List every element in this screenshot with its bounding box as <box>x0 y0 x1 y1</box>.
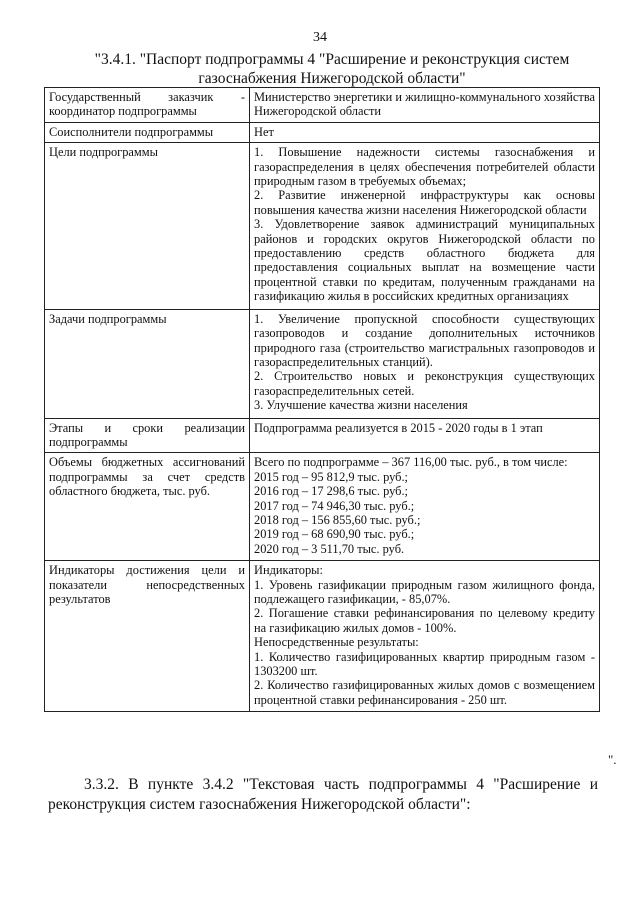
row-label: Этапы и сроки реализации подпрограммы <box>45 418 250 453</box>
passport-table <box>44 87 600 712</box>
passport-heading: "3.4.1. "Паспорт подпрограммы 4 "Расширение и реконструкция систем газоснабжения Нижегородской области" <box>94 51 570 87</box>
row-label: Государственный заказчик - координатор подпрограммы <box>45 88 250 123</box>
value-line: 2. Развитие инженерной инфраструктуры как основы повышения качества жизни населения Нижегородской области <box>254 188 595 217</box>
row-label: Задачи подпрограммы <box>45 309 250 418</box>
table-row <box>45 88 600 123</box>
value-line: Подпрограмма реализуется в 2015 - 2020 годы в 1 этап <box>254 420 543 435</box>
value-line: 2020 год – 3 511,70 тыс. руб. <box>254 541 405 556</box>
row-value <box>250 143 600 309</box>
row-value <box>250 309 600 418</box>
table-row <box>45 122 600 142</box>
value-line: 2015 год – 95 812,9 тыс. руб.; <box>254 469 408 484</box>
paragraph: 3.3.2. В пункте 3.4.2 "Текстовая часть подпрограммы 4 "Расширение и реконструкция систем газоснабжения Нижегородской области": <box>48 776 598 813</box>
value-line: 1. Увеличение пропускной способности существующих газопроводов и создание дополнительных источников природного газа (строительство магистральных газопроводов и газораспределительных станций). <box>254 311 595 369</box>
table-row <box>45 143 600 309</box>
row-value <box>250 561 600 712</box>
closing-quote: ". <box>608 752 617 767</box>
value-line: Непосредственные результаты: <box>254 635 419 650</box>
row-label: Объемы бюджетных ассигнований подпрограммы за счет средств областного бюджета, тыс. руб. <box>45 453 250 561</box>
table-row <box>45 453 600 561</box>
value-line: Министерство энергетики и жилищно-коммунального хозяйства Нижегородской области <box>254 90 596 119</box>
row-value <box>250 88 600 123</box>
value-line: 3. Удовлетворение заявок администраций муниципальных районов и городских округов Нижегородской области по предоставлению средств областного бюджета для предоставления социальных выплат на возмещение части процентной ставки по кредитам, полученным гражданами на газификацию жилья в российских кредитных организациях <box>254 217 595 304</box>
row-label: Цели подпрограммы <box>45 143 250 309</box>
value-line: Всего по подпрограмме – 367 116,00 тыс. руб., в том числе: <box>254 455 568 470</box>
value-line: 2. Количество газифицированных жилых домов с возмещением процентной ставки рефинансирования - 250 шт. <box>254 678 595 707</box>
table-row <box>45 561 600 712</box>
value-line: 1. Уровень газификации природным газом жилищного фонда, подлежащего газификации, - 85,07%. <box>254 577 595 606</box>
row-value <box>250 453 600 561</box>
value-line: 3. Улучшение качества жизни населения <box>254 398 468 413</box>
row-label: Индикаторы достижения цели и показатели непосредственных результатов <box>45 561 250 712</box>
value-line: Нет <box>254 124 274 139</box>
page-number: 34 <box>313 30 327 45</box>
value-line: 2. Погашение ставки рефинансирования по целевому кредиту на газификацию жилых домов - 100%. <box>254 606 595 635</box>
row-value <box>250 122 600 142</box>
table-row <box>45 418 600 453</box>
value-line: 1. Повышение надежности системы газоснабжения и газораспределения в целях обеспечения потребителей области природным газом в требуемых объемах; <box>254 145 595 189</box>
value-line: 1. Количество газифицированных квартир природным газом - 1303200 шт. <box>254 649 595 679</box>
value-line: 2017 год – 74 946,30 тыс. руб.; <box>254 498 415 513</box>
value-line: 2016 год – 17 298,6 тыс. руб.; <box>254 484 408 499</box>
value-line: Индикаторы: <box>254 563 323 578</box>
value-line: 2018 год – 156 855,60 тыс. руб.; <box>254 512 421 527</box>
value-line: 2. Строительство новых и реконструкция существующих газораспределительных сетей. <box>254 369 595 398</box>
table-row <box>45 309 600 418</box>
row-value <box>250 418 600 453</box>
row-label: Соисполнители подпрограммы <box>45 122 250 142</box>
value-line: 2019 год – 68 690,90 тыс. руб.; <box>254 527 415 542</box>
